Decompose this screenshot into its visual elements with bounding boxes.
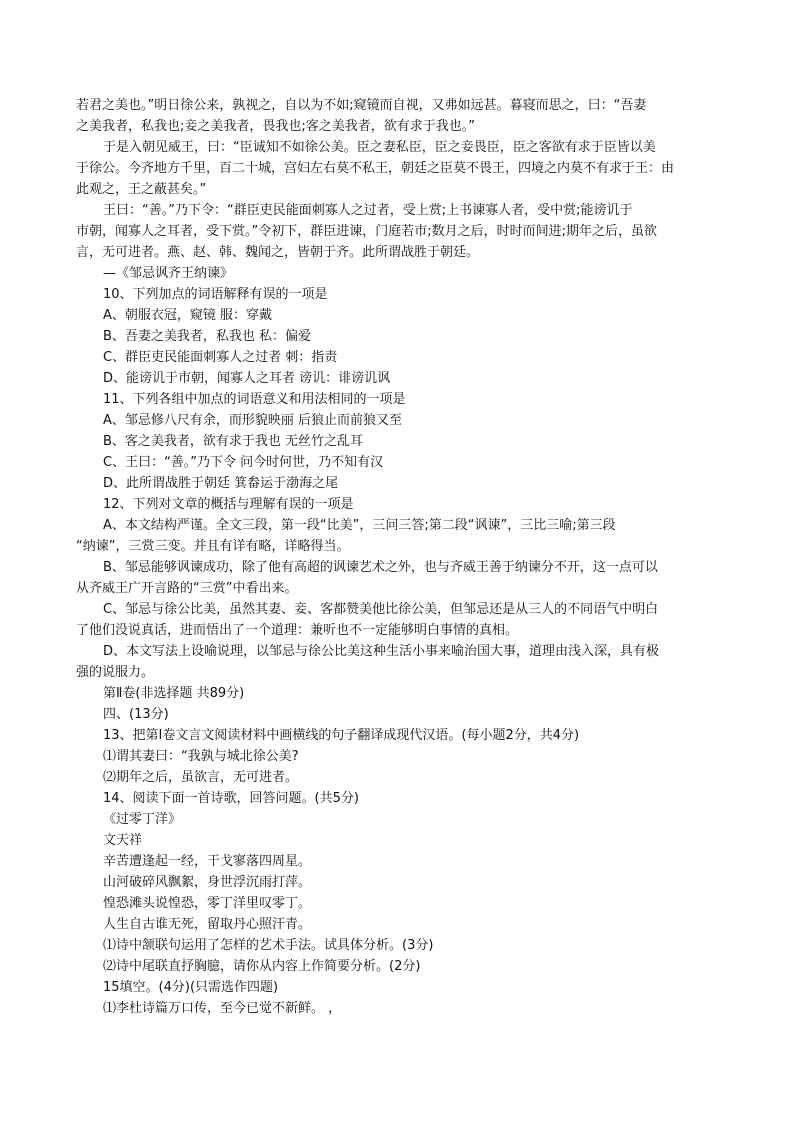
question-10 — [76, 284, 718, 389]
part-2 — [76, 683, 718, 1019]
option-c: C、王曰：“善。”乃下令 问今时何世，乃不知有汉 — [103, 455, 384, 470]
option-b: B、邹忌能够讽谏成功，除了他有高超的讽谏艺术之外，也与齐威王善于纳谏分不开，这一点可以 — [103, 560, 658, 575]
option-d: D、本文写法上设喻说理，以邹忌与徐公比美这种生活小事来喻治国大事，道理由浅入深，具有极 — [103, 644, 660, 659]
passage-line: 于是入朝见威王，曰：“臣诚知不如徐公美。臣之妻私臣，臣之妾畏臣，臣之客欲有求于臣皆以美 — [103, 140, 656, 155]
passage-source: —《邹忌讽齐王纳谏》 — [103, 266, 234, 281]
poem-title: 《过零丁洋》 — [103, 812, 182, 827]
question-11 — [76, 389, 718, 494]
passage-line: 此观之，王之蔽甚矣。” — [76, 182, 207, 197]
passage-line: 王曰：“善。”乃下令：“群臣吏民能面刺寡人之过者，受上赏;上书谏寡人者，受中赏;能谤讥于 — [103, 203, 633, 218]
option-b: B、吾妻之美我者，私我也 私：偏爱 — [103, 329, 312, 344]
option-d: D、此所谓战胜于朝廷 箕畚运于渤海之尾 — [103, 476, 339, 491]
poem-line: 人生自古谁无死，留取丹心照汗青。 — [103, 917, 312, 932]
passage-line: 市朝，闻寡人之耳者，受下赏。”令初下，群臣进谏，门庭若市;数月之后，时时而间进;期年之后，虽欲 — [76, 224, 657, 239]
question-14-stem: 14、阅读下面一首诗歌，回答问题。(共5分) — [103, 791, 359, 806]
poem-line: 惶恐滩头说惶恐，零丁洋里叹零丁。 — [103, 896, 312, 911]
passage-line: 言，无可进者。燕、赵、韩、魏闻之，皆朝于齐。此所谓战胜于朝廷。 — [76, 245, 480, 260]
question-13-item: ⑴谓其妻曰：“我孰与城北徐公美? — [103, 749, 299, 764]
passage-line: 若君之美也。”明日徐公来，孰视之，自以为不如;窥镜而自视，又弗如远甚。暮寝而思之，曰：“吾妻 — [76, 98, 647, 113]
question-13-stem: 13、把第Ⅰ卷文言文阅读材料中画横线的句子翻译成现代汉语。(每小题2分，共4分) — [103, 728, 580, 743]
option-a-cont: “纳谏”，三赏三变。并且有详有略，详略得当。 — [76, 539, 350, 554]
option-a: A、本文结构严谨。全文三段，第一段“比美”，三问三答;第二段“讽谏”，三比三喻;第三段 — [103, 518, 616, 533]
question-14-item: ⑵诗中尾联直抒胸臆，请你从内容上作简要分析。(2分) — [103, 959, 421, 974]
option-d: D、能谤讥于市朝，闻寡人之耳者 谤讥：诽谤讥讽 — [103, 371, 391, 386]
question-15-item: ⑴李杜诗篇万口传，至今已觉不新鲜。 ， — [103, 1001, 342, 1016]
question-15-stem: 15填空。(4分)(只需选作四题) — [103, 980, 279, 995]
question-stem: 12、下列对文章的概括与理解有误的一项是 — [103, 497, 354, 512]
question-12 — [76, 494, 718, 683]
passage-line: 于徐公。今齐地方千里，百二十城，宫妇左右莫不私王，朝廷之臣莫不畏王，四境之内莫不有求于王：由 — [76, 161, 675, 176]
option-b: B、客之美我者，欲有求于我也 无丝竹之乱耳 — [103, 434, 364, 449]
question-14-item: ⑴诗中颔联句运用了怎样的艺术手法。试具体分析。(3分) — [103, 938, 434, 953]
part-title: 第Ⅱ卷(非选择题 共89分) — [103, 686, 245, 701]
question-13-item: ⑵期年之后，虽欲言，无可进者。 — [103, 770, 299, 785]
poem-line: 山河破碎风飘絮，身世浮沉雨打萍。 — [103, 875, 312, 890]
question-stem: 10、下列加点的词语解释有误的一项是 — [103, 287, 328, 302]
option-b-cont: 从齐威王广开言路的“三赏”中看出来。 — [76, 581, 298, 596]
question-stem: 11、下列各组中加点的词语意义和用法相同的一项是 — [103, 392, 406, 407]
section-heading: 四、(13分) — [103, 707, 169, 722]
exam-page — [76, 95, 718, 1019]
option-c-cont: 了他们没说真话，进而悟出了一个道理：兼听也不一定能够明白事情的真相。 — [76, 623, 519, 638]
option-c: C、邹忌与徐公比美，虽然其妻、妾、客都赞美他比徐公美，但邹忌还是从三人的不同语气中明白 — [103, 602, 659, 617]
passage — [76, 95, 718, 284]
passage-line: 之美我者，私我也;妾之美我者，畏我也;客之美我者，欲有求于我也。” — [76, 119, 475, 134]
option-a: A、邹忌修八尺有余，而形貌映丽 后狼止而前狼又至 — [103, 413, 403, 428]
option-c: C、群臣吏民能面刺寡人之过者 刺：指责 — [103, 350, 338, 365]
option-a: A、朝服衣冠，窥镜 服：穿戴 — [103, 308, 273, 323]
option-d-cont: 强的说服力。 — [76, 665, 155, 680]
poem-line: 辛苦遭逢起一经，干戈寥落四周星。 — [103, 854, 312, 869]
poem-author: 文天祥 — [103, 833, 143, 848]
